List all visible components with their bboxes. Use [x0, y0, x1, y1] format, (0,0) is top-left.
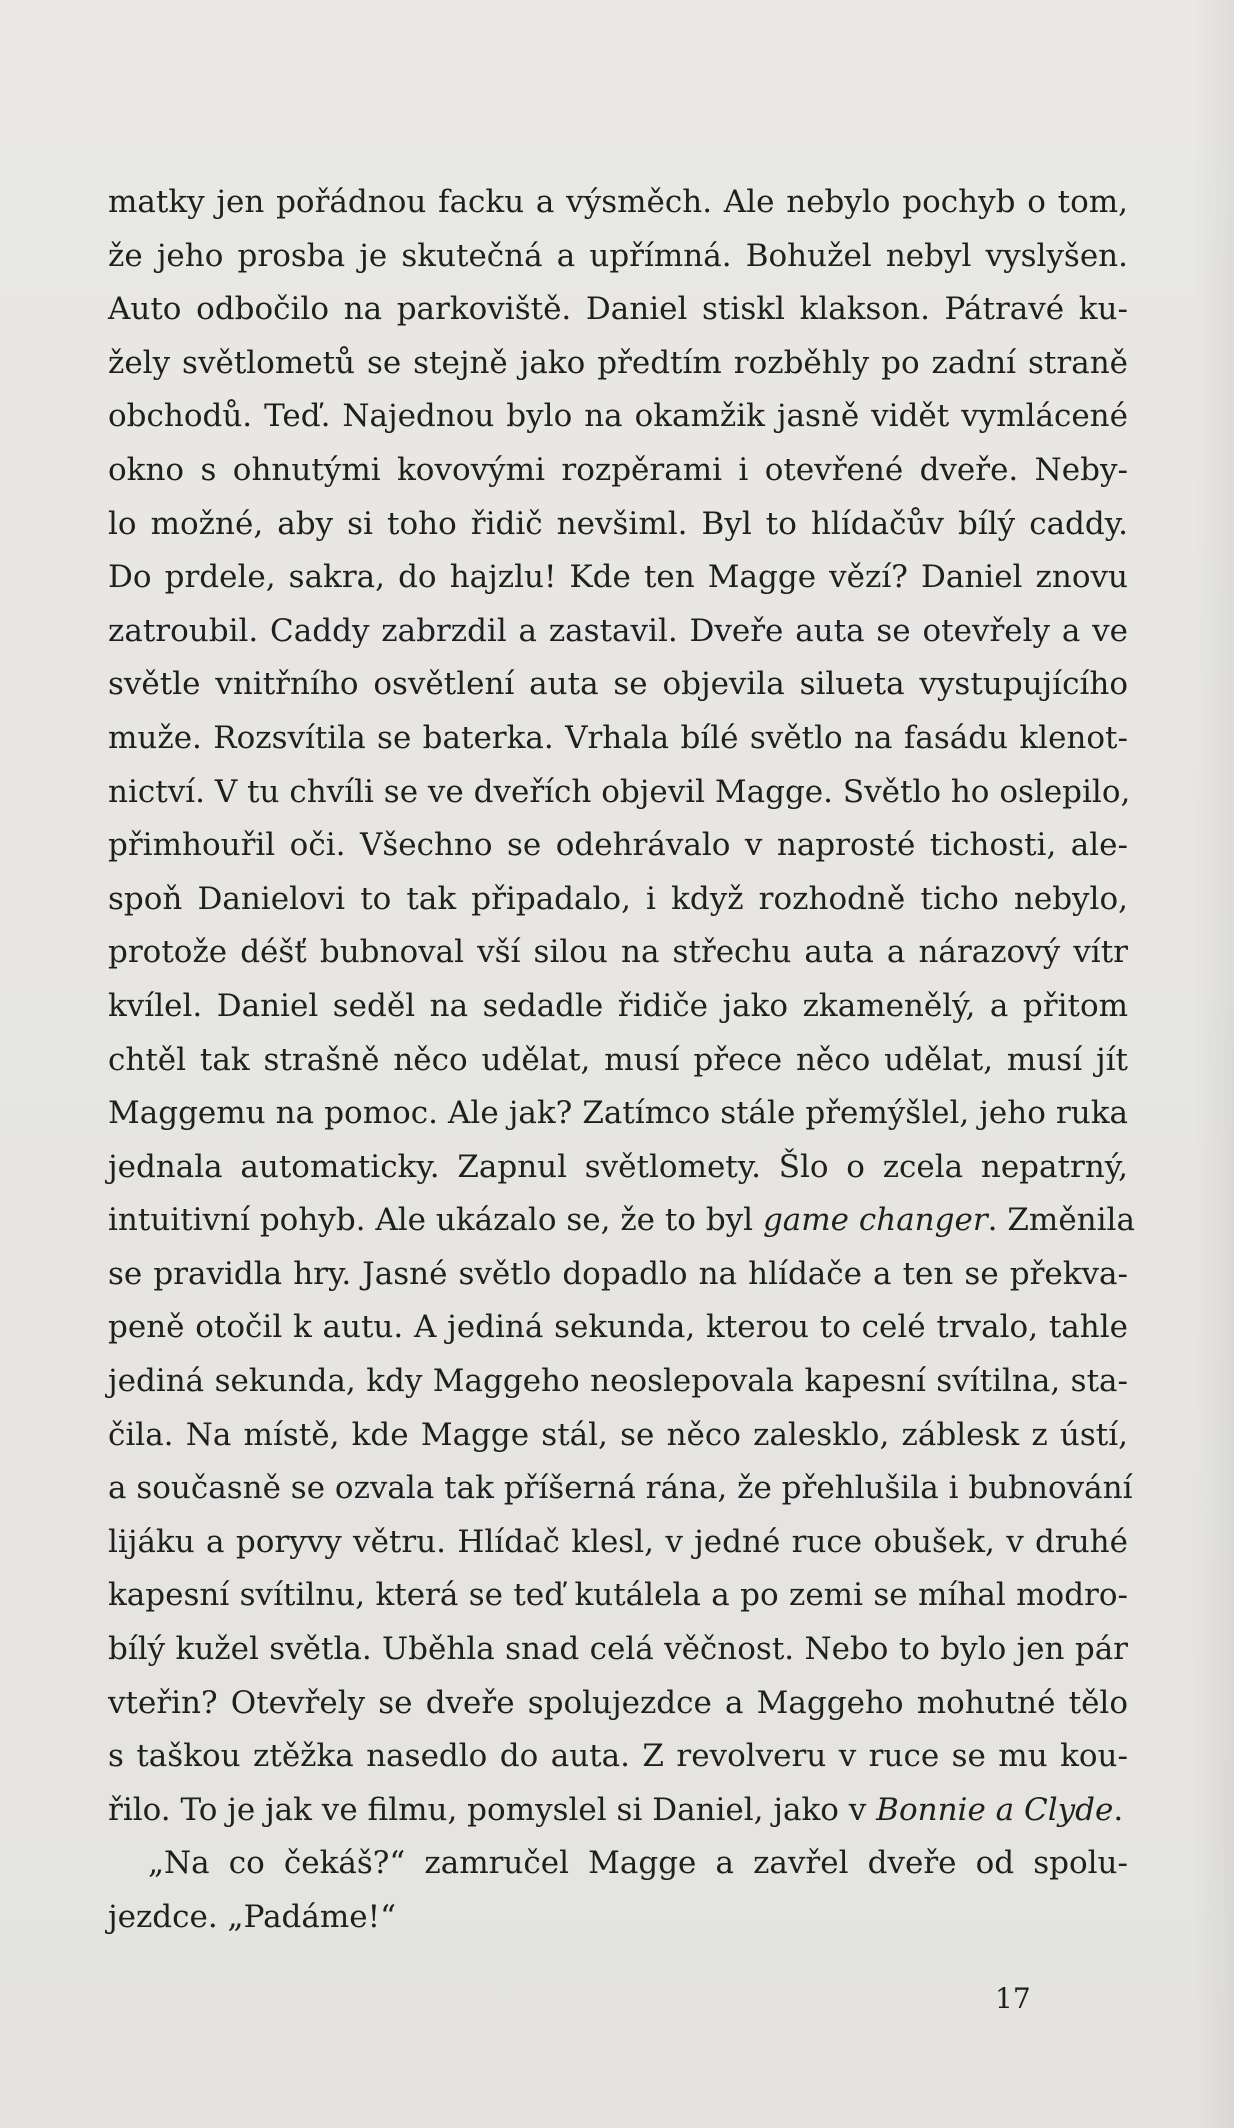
text-run: řilo. To je jak ve filmu, pomyslel si Daniel, jako v: [108, 1791, 877, 1828]
text-line: zatroubil. Caddy zabrzdil a zastavil. Dveře auta se otevřely a ve: [108, 612, 1128, 649]
text-line: že jeho prosba je skutečná a upřímná. Bohužel nebyl vyslyšen.: [108, 237, 1128, 274]
text-line: bílý kužel světla. Uběhla snad celá věčnost. Nebo to bylo jen pár: [108, 1631, 1128, 1668]
text-run: intuitivní pohyb. Ale ukázalo se, že to byl: [108, 1202, 763, 1239]
text-line: spoň Danielovi to tak připadalo, i když rozhodně ticho nebylo,: [108, 880, 1128, 917]
text-line: muže. Rozsvítila se baterka. Vrhala bílé světlo na fasádu klenot-: [108, 719, 1128, 756]
text-line: jednala automaticky. Zapnul světlomety. Šlo o zcela nepatrný,: [108, 1148, 1128, 1185]
text-line: se pravidla hry. Jasné světlo dopadlo na hlídače a ten se překva-: [108, 1255, 1128, 1292]
text-line: kvílel. Daniel seděl na sedadle řidiče jako zkamenělý, a přitom: [108, 987, 1128, 1024]
text-line: přimhouřil oči. Všechno se odehrávalo v naprosté tichosti, ale-: [108, 827, 1128, 864]
dialog-line: jezdce. „Padáme!“: [108, 1899, 396, 1935]
text-line: protože déšť bubnoval vší silou na střechu auta a nárazový vítr: [108, 934, 1128, 971]
text-line: čila. Na místě, kde Magge stál, se něco zalesklo, záblesk z ústí,: [108, 1416, 1128, 1453]
text-line: jediná sekunda, kdy Maggeho neoslepovala kapesní svítilna, sta-: [108, 1363, 1128, 1400]
text-line: s taškou ztěžka nasedlo do auta. Z revolveru v ruce se mu kou-: [108, 1738, 1128, 1775]
text-line-with-italic: [108, 1784, 1128, 1838]
text-line: kapesní svítilnu, která se teď kutálela a po zemi se míhal modro-: [108, 1577, 1128, 1614]
text-line: obchodů. Teď. Najednou bylo na okamžik jasně vidět vymlácené: [108, 398, 1128, 435]
text-line: Do prdele, sakra, do hajzlu! Kde ten Magge vězí? Daniel znovu: [108, 559, 1128, 596]
page-number: 17: [995, 1982, 1031, 2015]
text-line: světle vnitřního osvětlení auta se objevila silueta vystupujícího: [108, 666, 1128, 703]
italic-title: Bonnie a Clyde: [876, 1791, 1114, 1828]
dialog-line: „Na co čekáš?“ zamručel Magge a zavřel dveře od spolu-: [148, 1845, 1128, 1882]
text-run: . Změnila: [987, 1202, 1135, 1239]
text-line: peně otočil k autu. A jediná sekunda, kterou to celé trvalo, tahle: [108, 1309, 1128, 1346]
text-line: okno s ohnutými kovovými rozpěrami i otevřené dveře. Neby-: [108, 451, 1128, 488]
text-run: .: [1113, 1791, 1124, 1828]
text-line: a současně se ozvala tak příšerná rána, že přehlušila i bubnování: [108, 1470, 1133, 1507]
text-line: žely světlometů se stejně jako předtím rozběhly po zadní straně: [108, 344, 1128, 381]
text-line: Auto odbočilo na parkoviště. Daniel stiskl klakson. Pátravé ku-: [108, 291, 1128, 328]
text-line: vteřin? Otevřely se dveře spolujezdce a Maggeho mohutné tělo: [108, 1684, 1128, 1721]
page-edge-shadow: [1194, 0, 1234, 2128]
text-line: chtěl tak strašně něco udělat, musí přece něco udělat, musí jít: [108, 1041, 1128, 1078]
text-line: nictví. V tu chvíli se ve dveřích objevil Magge. Světlo ho oslepilo,: [108, 773, 1131, 810]
italic-phrase: game changer: [762, 1202, 988, 1239]
body-text: [108, 176, 1135, 1945]
text-line: lijáku a poryvy větru. Hlídač klesl, v jedné ruce obušek, v druhé: [108, 1523, 1128, 1560]
text-line: matky jen pořádnou facku a výsměch. Ale nebylo pochyb o tom,: [108, 184, 1128, 220]
text-line: lo možné, aby si toho řidič nevšiml. Byl to hlídačův bílý caddy.: [108, 505, 1128, 542]
text-line-with-italic: [108, 1194, 1135, 1248]
text-line: Maggemu na pomoc. Ale jak? Zatímco stále přemýšlel, jeho ruka: [108, 1095, 1128, 1132]
